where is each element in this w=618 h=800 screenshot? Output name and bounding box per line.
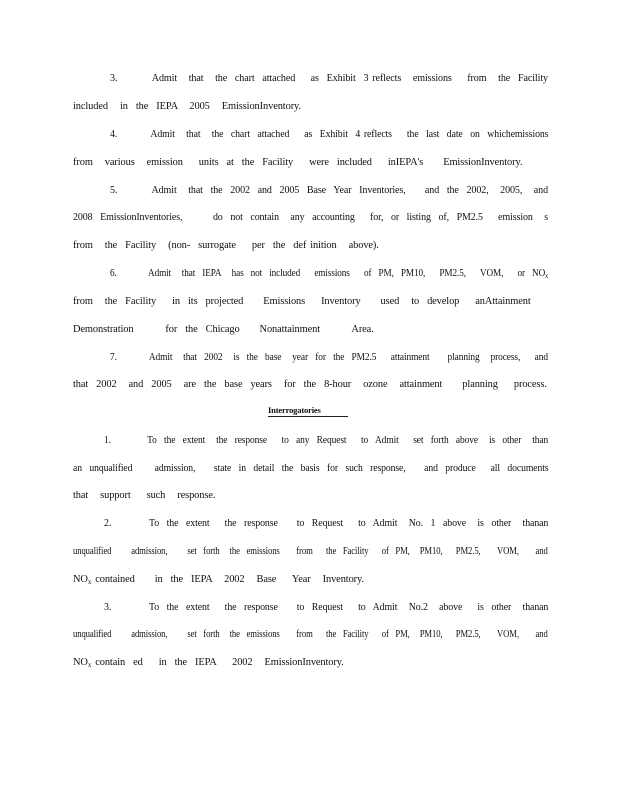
rfa-6-line-2: from the Facility in its projected Emissions Inventory used to develop anAttainment (73, 296, 531, 307)
rfa-6-line-1-text: 6. Admit that IEPA has not included emissions of PM, PM10, PM2.5, VOM, or NO (110, 268, 546, 279)
interrog-3-line-3-text: contain ed in the IEPA 2002 EmissionInventory. (91, 657, 344, 668)
interrog-3-line-1: 3. To the extent the response to Request to Admit No.2 above is other thanan (104, 602, 549, 613)
interrog-1-line-2: an unqualified admission, state in detail the basis for such response, and produce all documents (73, 463, 549, 474)
interrog-2-line-2: unqualified admission, set forth the emissions from the Facility of PM, PM10, PM2.5, VOM, and (73, 546, 548, 557)
interrog-3-line-3 (73, 657, 344, 671)
rfa-6-line-1 (110, 268, 548, 282)
rfa-4-line-1: 4. Admit that the chart attached as Exhibit 4 reflects the last date on whichemissions (110, 129, 549, 140)
nox-label: NO (73, 657, 88, 668)
rfa-6-line-3: Demonstration for the Chicago Nonattainment Area. (73, 324, 374, 335)
interrog-1-line-3: that support such response. (73, 490, 216, 501)
interrog-1-line-1: 1. To the extent the response to any Request to Admit set forth above is other than (104, 435, 549, 446)
nox-subscript: x (87, 661, 92, 669)
rfa-7-line-1: 7. Admit that 2002 is the base year for the PM2.5 attainment planning process, and (110, 352, 548, 363)
rfa-5-line-1: 5. Admit that the 2002 and 2005 Base Year Inventories, and the 2002, 2005, and (110, 185, 548, 196)
interrog-2-line-1: 2. To the extent the response to Request to Admit No. 1 above is other thanan (104, 518, 549, 529)
rfa-5-line-2: 2008 EmissionInventories, do not contain any accounting for, or listing of, PM2.5 emission s (73, 212, 548, 223)
nox-subscript: x (87, 578, 92, 586)
nox-subscript: x (545, 272, 549, 280)
rfa-5-line-3: from the Facility (non- surrogate per the def inition above). (73, 240, 379, 251)
rfa-4-line-2: from various emission units at the Facility were included inIEPA's EmissionInventory. (73, 157, 523, 168)
rfa-7-line-2: that 2002 and 2005 are the base years for the 8-hour ozone attainment planning process. (73, 379, 547, 390)
rfa-3-line-1: 3. Admit that the chart attached as Exhibit 3 reflects emissions from the Facility (110, 73, 548, 84)
interrog-2-line-3-text: contained in the IEPA 2002 Base Year Inventory. (91, 574, 364, 585)
nox-label: NO (73, 574, 88, 585)
rfa-3-line-2: included in the IEPA 2005 EmissionInventory. (73, 101, 301, 112)
interrogatories-heading: Interrogatories (268, 405, 348, 417)
interrog-2-line-3 (73, 574, 364, 588)
interrog-3-line-2: unqualified admission, set forth the emissions from the Facility of PM, PM10, PM2.5, VOM, and (73, 629, 548, 640)
